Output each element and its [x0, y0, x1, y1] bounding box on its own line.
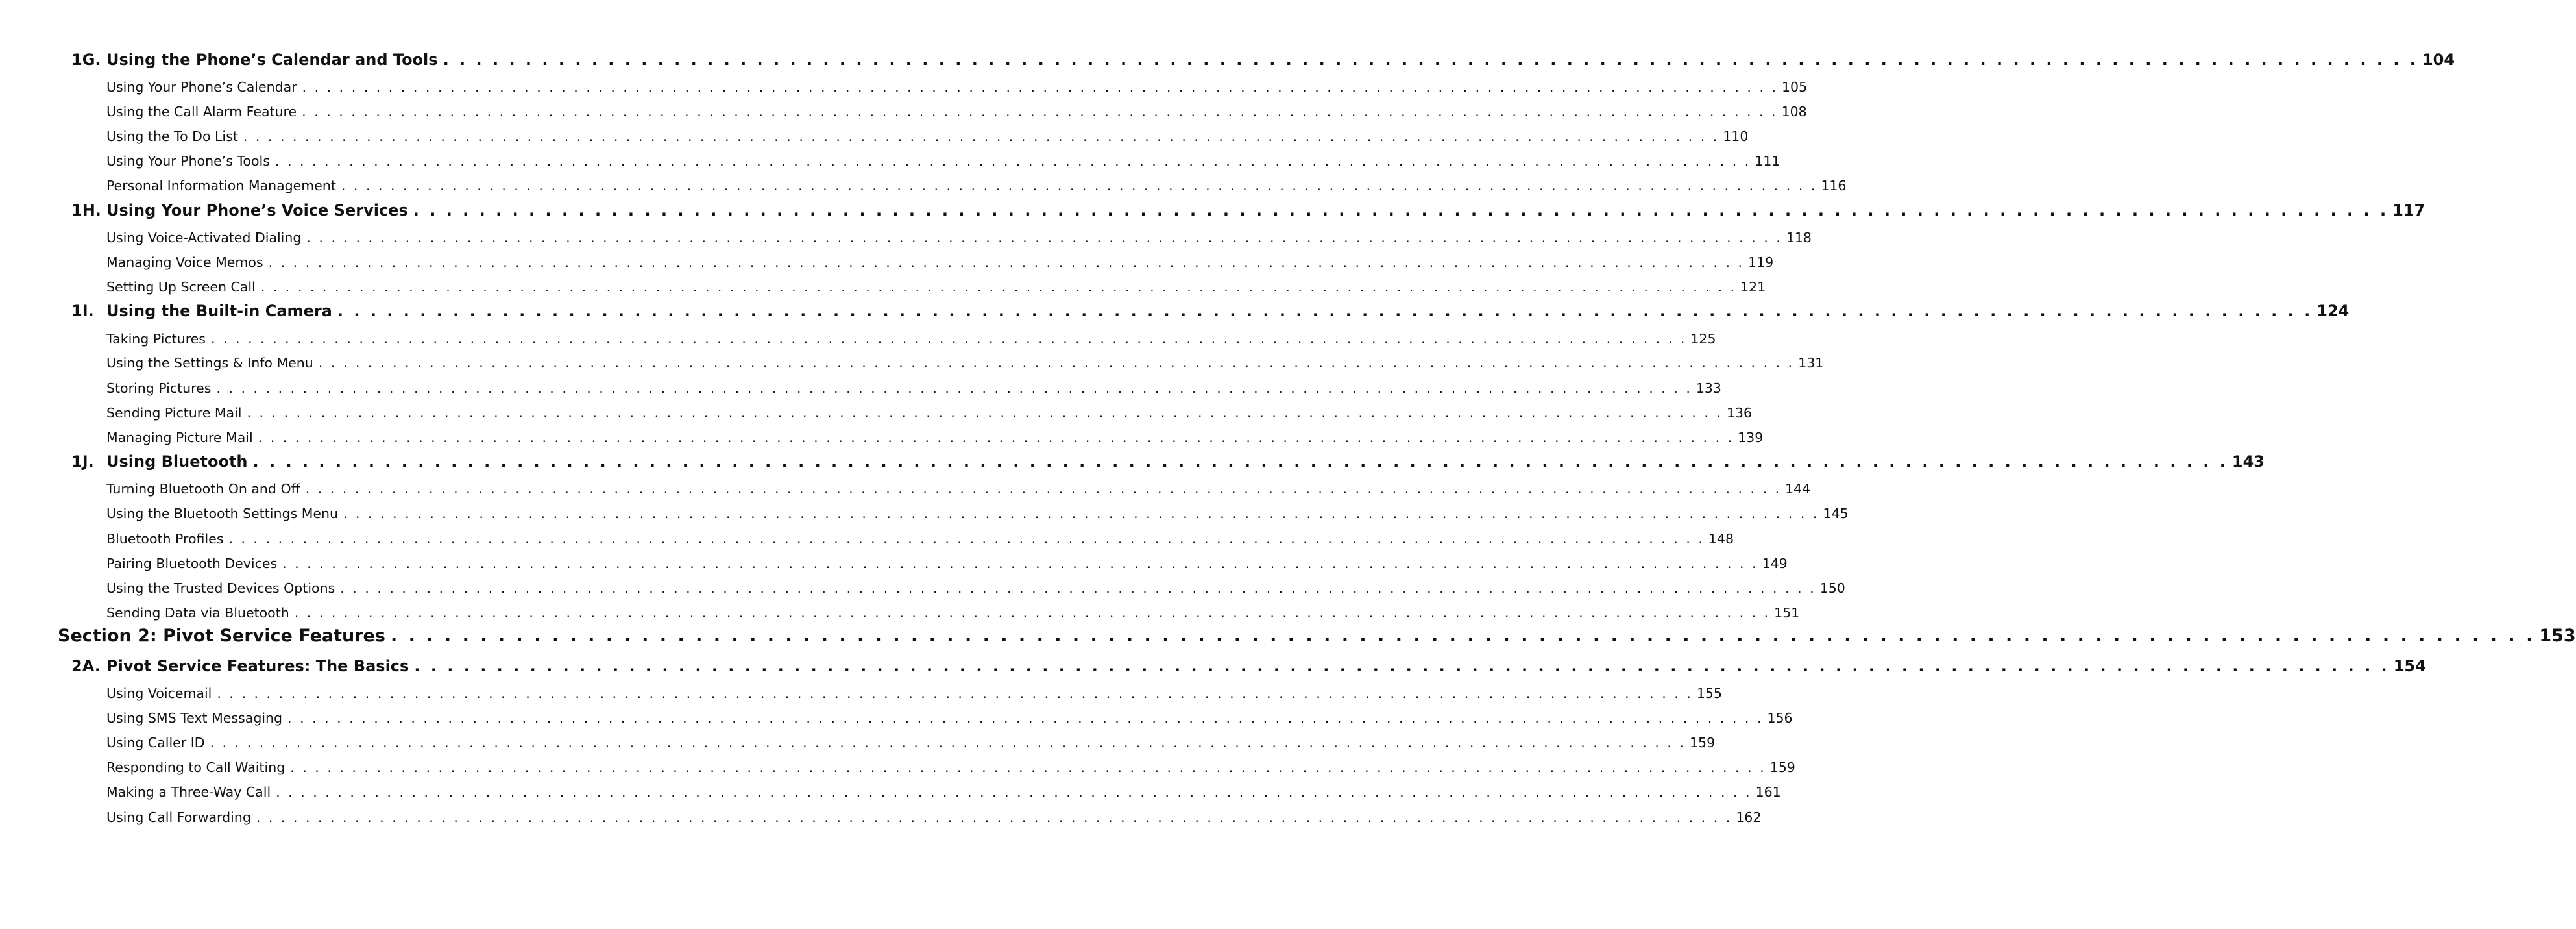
page-number: 139: [1738, 429, 1764, 445]
toc-line: [106, 759, 1795, 775]
dot-leader: . . . . . . . . . . . . . . . . . . . . . . . . . . . . . . . . . . . . . . . . . . . . . . . . . . . . . . . . . . . . . . . . . . . . . . . . . . . . . . . . . . . . . . . . . . . . . . . . . . . . . . . . . . . . . . . . . . . . . . . .: [414, 657, 2390, 675]
page-number: 151: [1774, 604, 1800, 621]
toc-line: [106, 404, 1753, 421]
toc-line: [106, 128, 1749, 144]
toc-title: Pivot Service Features: The Basics: [106, 657, 409, 675]
toc-title: Storing Pictures: [106, 380, 212, 396]
page-number: 148: [1708, 530, 1734, 547]
dot-leader: . . . . . . . . . . . . . . . . . . . . . . . . . . . . . . . . . . . . . . . . . . . . . . . . . . . . . . . . . . . . . . . . . . . . . . . . . . . . . . . . . . . . . . . . . . . . . . . . . . . . . . . . . . . . . . . . . . . . . . . .: [413, 201, 2389, 219]
toc-title: Using Call Forwarding: [106, 809, 251, 825]
toc-title: Sending Data via Bluetooth: [106, 604, 289, 621]
page-number: 149: [1762, 555, 1788, 571]
toc-entry: [0, 147, 1780, 173]
toc-line: [106, 555, 1788, 571]
toc-title: Using the Phone’s Calendar and Tools: [106, 51, 438, 69]
toc-section-heading: [0, 624, 2576, 650]
chapter-number: 1J.: [71, 452, 94, 471]
toc-entry: [0, 499, 1849, 525]
chapter-number: 2A.: [71, 657, 101, 675]
toc-line: [106, 784, 1781, 800]
toc-line: [106, 710, 1793, 726]
dot-leader: . . . . . . . . . . . . . . . . . . . . . . . . . . . . . . . . . . . . . . . . . . . . . . . . . . . . . . . . . . . . . . . . . . . . . . . . . . . . . . . . . . . . . . . . . . . . . . . . . . . . . . . . . . . . . . . . . . . . . . . .: [282, 555, 1758, 571]
toc-line: [106, 809, 1762, 825]
page-number: 143: [2231, 452, 2265, 471]
toc-entry: [0, 248, 1774, 274]
toc-entry: [0, 778, 1781, 804]
dot-leader: . . . . . . . . . . . . . . . . . . . . . . . . . . . . . . . . . . . . . . . . . . . . . . . . . . . . . . . . . . . . . . . . . . . . . . . . . . . . . . . . . . . . . . . . . . . . . . . . . . . . . . . . . . . . . . . . . . . . . . . .: [216, 380, 1692, 396]
page-number: 124: [2316, 302, 2350, 320]
dot-leader: . . . . . . . . . . . . . . . . . . . . . . . . . . . . . . . . . . . . . . . . . . . . . . . . . . . . . . . . . . . . . . . . . . . . . . . . . . . . . . . . . . . . . . . . . . . . . . . . . . . . . . . . . . . . . . . . . . . . . . . .: [247, 404, 1723, 421]
toc-title: Using the Call Alarm Feature: [106, 103, 297, 119]
dot-leader: . . . . . . . . . . . . . . . . . . . . . . . . . . . . . . . . . . . . . . . . . . . . . . . . . . . . . . . . . . . . . . . . . . . . . . . . . . . . . . . . . . . . . . . . . . . . . . . . . . . . . . . . . . . . . . . . . . . . . . . .: [343, 505, 1819, 521]
toc-chapter-heading: [0, 653, 2426, 679]
toc-line: [106, 505, 1849, 521]
toc-entry: [0, 704, 1793, 730]
toc-line: [106, 79, 1808, 95]
page-number: 118: [1786, 229, 1812, 245]
dot-leader: . . . . . . . . . . . . . . . . . . . . . . . . . . . . . . . . . . . . . . . . . . . . . . . . . . . . . . . . . . . . . . . . . . . . . . . . . . . . . . . . . . . . . . . . . . . . . . . . . . . . . . . . . . . . . . . . . . . . . . . .: [290, 759, 1766, 775]
page-number: 162: [1736, 809, 1762, 825]
toc-chapter-heading: [0, 47, 2455, 73]
chapter-number: 1G.: [71, 51, 101, 69]
page-number: 156: [1767, 710, 1793, 726]
dot-leader: . . . . . . . . . . . . . . . . . . . . . . . . . . . . . . . . . . . . . . . . . . . . . . . . . . . . . . . . . . . . . . . . . . . . . . . . . . . . . . . . . . . . . . . . . . . . . . . . . . . . . . . . . . . . . . . . . . . . . . . .: [443, 51, 2418, 69]
page-number: 155: [1696, 685, 1722, 701]
page-number: 125: [1690, 330, 1716, 347]
toc-entry: [0, 728, 1716, 754]
page-number: 105: [1782, 79, 1808, 95]
toc-entry: [0, 374, 1721, 400]
toc-line: [106, 429, 1764, 445]
toc-entry: [0, 97, 1807, 123]
dot-leader: . . . . . . . . . . . . . . . . . . . . . . . . . . . . . . . . . . . . . . . . . . . . . . . . . . . . . . . . . . . . . . . . . . . . . . . . . . . . . . . . . . . . . . . . . . . . . . . . . . . . . . . . . . . . . . . . . . . . . . . .: [228, 530, 1705, 547]
dot-leader: . . . . . . . . . . . . . . . . . . . . . . . . . . . . . . . . . . . . . . . . . . . . . . . . . . . . . . . . . . . . . . . . . . . . . . . . . . . . . . . . . . . . . . . . . . . . . . . . . . . . . . . . . . . . . . . . . . . . . . . .: [390, 626, 2536, 646]
page-number: 145: [1823, 505, 1849, 521]
toc-title: Bluetooth Profiles: [106, 530, 224, 547]
toc-entry: [0, 475, 1811, 501]
dot-leader: . . . . . . . . . . . . . . . . . . . . . . . . . . . . . . . . . . . . . . . . . . . . . . . . . . . . . . . . . . . . . . . . . . . . . . . . . . . . . . . . . . . . . . . . . . . . . . . . . . . . . . . . . . . . . . . . . . . . . . . .: [302, 79, 1778, 95]
toc-title: Personal Information Management: [106, 177, 336, 193]
toc-title: Using the To Do List: [106, 128, 238, 144]
toc-line: [106, 480, 1811, 497]
dot-leader: . . . . . . . . . . . . . . . . . . . . . . . . . . . . . . . . . . . . . . . . . . . . . . . . . . . . . . . . . . . . . . . . . . . . . . . . . . . . . . . . . . . . . . . . . . . . . . . . . . . . . . . . . . . . . . . . . . . . . . . .: [337, 302, 2313, 320]
page-number: 153: [2539, 626, 2576, 646]
page-number: 117: [2392, 201, 2425, 219]
toc-line: [106, 530, 1734, 547]
chapter-number: 1I.: [71, 302, 94, 320]
page-number: 110: [1723, 128, 1749, 144]
chapter-number: 1H.: [71, 201, 101, 219]
page-number: 144: [1785, 480, 1811, 497]
dot-leader: . . . . . . . . . . . . . . . . . . . . . . . . . . . . . . . . . . . . . . . . . . . . . . . . . . . . . . . . . . . . . . . . . . . . . . . . . . . . . . . . . . . . . . . . . . . . . . . . . . . . . . . . . . . . . . . . . . . . . . . .: [305, 480, 1782, 497]
toc-title: Using the Trusted Devices Options: [106, 580, 335, 596]
toc-line: [106, 580, 1845, 596]
toc-title: Using the Built-in Camera: [106, 302, 332, 320]
page-number: 119: [1748, 254, 1774, 270]
dot-leader: . . . . . . . . . . . . . . . . . . . . . . . . . . . . . . . . . . . . . . . . . . . . . . . . . . . . . . . . . . . . . . . . . . . . . . . . . . . . . . . . . . . . . . . . . . . . . . . . . . . . . . . . . . . . . . . . . . . . . . . .: [294, 604, 1771, 621]
toc-line: [106, 177, 1847, 193]
toc-entry: [0, 273, 1766, 299]
dot-leader: . . . . . . . . . . . . . . . . . . . . . . . . . . . . . . . . . . . . . . . . . . . . . . . . . . . . . . . . . . . . . . . . . . . . . . . . . . . . . . . . . . . . . . . . . . . . . . . . . . . . . . . . . . . . . . . . . . . . . . . .: [302, 103, 1778, 119]
toc-entry: [0, 73, 1808, 99]
toc-title: Using Your Phone’s Calendar: [106, 79, 297, 95]
page-number: 108: [1781, 103, 1807, 119]
dot-leader: . . . . . . . . . . . . . . . . . . . . . . . . . . . . . . . . . . . . . . . . . . . . . . . . . . . . . . . . . . . . . . . . . . . . . . . . . . . . . . . . . . . . . . . . . . . . . . . . . . . . . . . . . . . . . . . . . . . . . . . .: [252, 452, 2228, 471]
toc-title: Using Your Phone’s Voice Services: [106, 201, 408, 219]
toc-line: [106, 330, 1716, 347]
toc-title: Turning Bluetooth On and Off: [106, 480, 300, 497]
dot-leader: . . . . . . . . . . . . . . . . . . . . . . . . . . . . . . . . . . . . . . . . . . . . . . . . . . . . . . . . . . . . . . . . . . . . . . . . . . . . . . . . . . . . . . . . . . . . . . . . . . . . . . . . . . . . . . . . . . . . . . . .: [274, 153, 1751, 169]
page-number: 150: [1819, 580, 1845, 596]
page-number: 116: [1821, 177, 1847, 193]
toc-chapter-heading: [0, 197, 2425, 223]
toc-line: [106, 604, 1800, 621]
toc-line: [106, 201, 2425, 219]
toc-entry: [0, 574, 1845, 600]
toc-entry: [0, 803, 1762, 829]
toc-title: Using Your Phone’s Tools: [106, 153, 270, 169]
toc-title: Using the Bluetooth Settings Menu: [106, 505, 338, 521]
toc-entry: [0, 753, 1795, 779]
toc-line: [106, 153, 1780, 169]
toc-entry: [0, 423, 1764, 449]
dot-leader: . . . . . . . . . . . . . . . . . . . . . . . . . . . . . . . . . . . . . . . . . . . . . . . . . . . . . . . . . . . . . . . . . . . . . . . . . . . . . . . . . . . . . . . . . . . . . . . . . . . . . . . . . . . . . . . . . . . . . . . .: [341, 177, 1817, 193]
toc-title: Using Caller ID: [106, 734, 205, 750]
toc-line: [106, 229, 1812, 245]
page-number: 154: [2393, 657, 2426, 675]
toc-entry: [0, 171, 1847, 197]
page-number: 161: [1755, 784, 1781, 800]
toc-title: Section 2: Pivot Service Features: [58, 626, 385, 646]
toc-title: Responding to Call Waiting: [106, 759, 286, 775]
toc-entry: [0, 549, 1788, 575]
toc-entry: [0, 525, 1734, 551]
dot-leader: . . . . . . . . . . . . . . . . . . . . . . . . . . . . . . . . . . . . . . . . . . . . . . . . . . . . . . . . . . . . . . . . . . . . . . . . . . . . . . . . . . . . . . . . . . . . . . . . . . . . . . . . . . . . . . . . . . . . . . . .: [276, 784, 1752, 800]
dot-leader: . . . . . . . . . . . . . . . . . . . . . . . . . . . . . . . . . . . . . . . . . . . . . . . . . . . . . . . . . . . . . . . . . . . . . . . . . . . . . . . . . . . . . . . . . . . . . . . . . . . . . . . . . . . . . . . . . . . . . . . .: [217, 685, 1693, 701]
toc-title: Managing Picture Mail: [106, 429, 253, 445]
toc-title: Making a Three-Way Call: [106, 784, 271, 800]
toc-title: Managing Voice Memos: [106, 254, 263, 270]
toc-line: [106, 302, 2350, 320]
toc-title: Using SMS Text Messaging: [106, 710, 283, 726]
toc-line: [106, 103, 1807, 119]
toc-line: [106, 657, 2426, 675]
toc-line: [106, 685, 1722, 701]
toc-line: [106, 279, 1766, 295]
toc-title: Sending Picture Mail: [106, 404, 242, 421]
toc-title: Using Bluetooth: [106, 452, 248, 471]
dot-leader: . . . . . . . . . . . . . . . . . . . . . . . . . . . . . . . . . . . . . . . . . . . . . . . . . . . . . . . . . . . . . . . . . . . . . . . . . . . . . . . . . . . . . . . . . . . . . . . . . . . . . . . . . . . . . . . . . . . . . . . .: [268, 254, 1745, 270]
toc-line: [106, 452, 2265, 471]
dot-leader: . . . . . . . . . . . . . . . . . . . . . . . . . . . . . . . . . . . . . . . . . . . . . . . . . . . . . . . . . . . . . . . . . . . . . . . . . . . . . . . . . . . . . . . . . . . . . . . . . . . . . . . . . . . . . . . . . . . . . . . .: [256, 809, 1732, 825]
dot-leader: . . . . . . . . . . . . . . . . . . . . . . . . . . . . . . . . . . . . . . . . . . . . . . . . . . . . . . . . . . . . . . . . . . . . . . . . . . . . . . . . . . . . . . . . . . . . . . . . . . . . . . . . . . . . . . . . . . . . . . . .: [258, 429, 1734, 445]
dot-leader: . . . . . . . . . . . . . . . . . . . . . . . . . . . . . . . . . . . . . . . . . . . . . . . . . . . . . . . . . . . . . . . . . . . . . . . . . . . . . . . . . . . . . . . . . . . . . . . . . . . . . . . . . . . . . . . . . . . . . . . .: [287, 710, 1764, 726]
dot-leader: . . . . . . . . . . . . . . . . . . . . . . . . . . . . . . . . . . . . . . . . . . . . . . . . . . . . . . . . . . . . . . . . . . . . . . . . . . . . . . . . . . . . . . . . . . . . . . . . . . . . . . . . . . . . . . . . . . . . . . . .: [306, 229, 1782, 245]
toc-entry: [0, 679, 1722, 705]
toc-title: Using the Settings & Info Menu: [106, 354, 313, 371]
toc-line: [106, 380, 1721, 396]
toc-chapter-heading: [0, 449, 2265, 475]
toc-line: [58, 626, 2576, 646]
toc-entry: [0, 349, 1824, 375]
dot-leader: . . . . . . . . . . . . . . . . . . . . . . . . . . . . . . . . . . . . . . . . . . . . . . . . . . . . . . . . . . . . . . . . . . . . . . . . . . . . . . . . . . . . . . . . . . . . . . . . . . . . . . . . . . . . . . . . . . . . . . . .: [340, 580, 1816, 596]
toc-entry: [0, 599, 1800, 625]
toc-chapter-heading: [0, 298, 2350, 324]
page-number: 136: [1726, 404, 1753, 421]
page-number: 159: [1769, 759, 1795, 775]
toc-title: Setting Up Screen Call: [106, 279, 256, 295]
toc-title: Taking Pictures: [106, 330, 206, 347]
dot-leader: . . . . . . . . . . . . . . . . . . . . . . . . . . . . . . . . . . . . . . . . . . . . . . . . . . . . . . . . . . . . . . . . . . . . . . . . . . . . . . . . . . . . . . . . . . . . . . . . . . . . . . . . . . . . . . . . . . . . . . . .: [260, 279, 1737, 295]
page-number: 159: [1689, 734, 1716, 750]
dot-leader: . . . . . . . . . . . . . . . . . . . . . . . . . . . . . . . . . . . . . . . . . . . . . . . . . . . . . . . . . . . . . . . . . . . . . . . . . . . . . . . . . . . . . . . . . . . . . . . . . . . . . . . . . . . . . . . . . . . . . . . .: [210, 734, 1686, 750]
page-number: 131: [1798, 354, 1824, 371]
toc-entry: [0, 122, 1749, 148]
toc-line: [106, 51, 2455, 69]
toc-entry: [0, 325, 1716, 351]
toc-title: Using Voice-Activated Dialing: [106, 229, 302, 245]
page-number: 133: [1695, 380, 1721, 396]
page-number: 121: [1740, 279, 1766, 295]
dot-leader: . . . . . . . . . . . . . . . . . . . . . . . . . . . . . . . . . . . . . . . . . . . . . . . . . . . . . . . . . . . . . . . . . . . . . . . . . . . . . . . . . . . . . . . . . . . . . . . . . . . . . . . . . . . . . . . . . . . . . . . .: [318, 354, 1795, 371]
toc-title: Using Voicemail: [106, 685, 212, 701]
dot-leader: . . . . . . . . . . . . . . . . . . . . . . . . . . . . . . . . . . . . . . . . . . . . . . . . . . . . . . . . . . . . . . . . . . . . . . . . . . . . . . . . . . . . . . . . . . . . . . . . . . . . . . . . . . . . . . . . . . . . . . . .: [210, 330, 1687, 347]
toc-line: [106, 734, 1716, 750]
page-number: 104: [2422, 51, 2455, 69]
toc-entry: [0, 223, 1812, 249]
toc-line: [106, 254, 1774, 270]
toc-title: Pairing Bluetooth Devices: [106, 555, 278, 571]
page-number: 111: [1755, 153, 1780, 169]
dot-leader: . . . . . . . . . . . . . . . . . . . . . . . . . . . . . . . . . . . . . . . . . . . . . . . . . . . . . . . . . . . . . . . . . . . . . . . . . . . . . . . . . . . . . . . . . . . . . . . . . . . . . . . . . . . . . . . . . . . . . . . .: [243, 128, 1719, 144]
toc-line: [106, 354, 1824, 371]
toc-entry: [0, 399, 1753, 425]
